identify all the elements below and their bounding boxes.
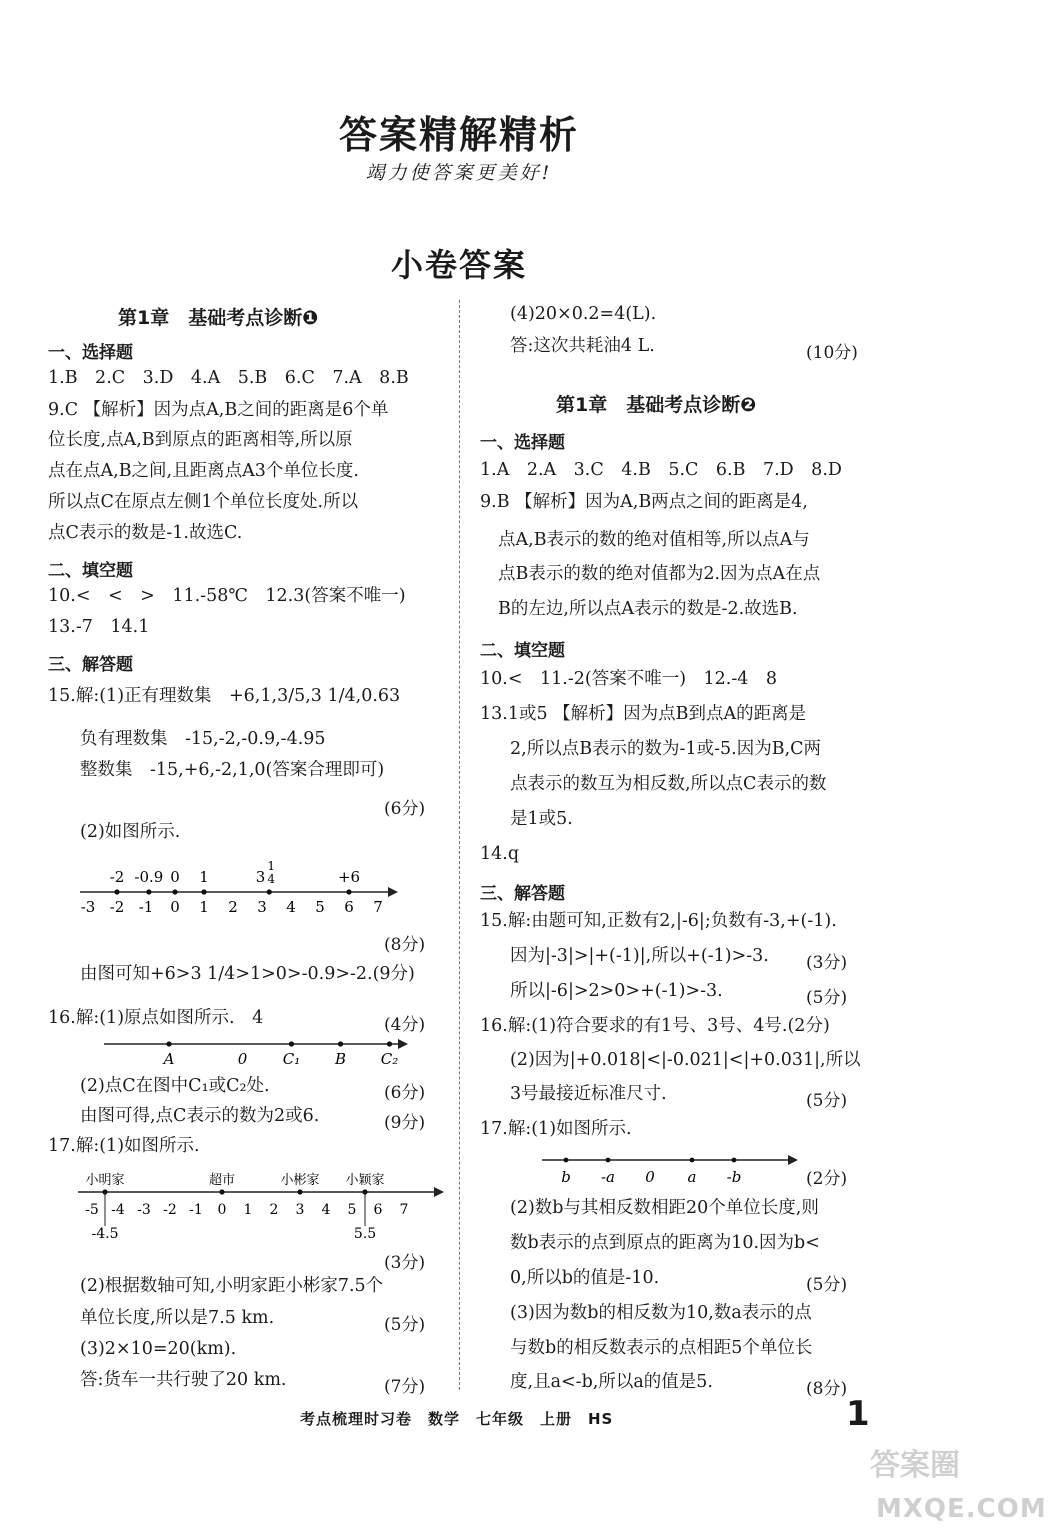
- nl3-place-label: 小颖家: [345, 1173, 385, 1188]
- score: (4分): [384, 1015, 426, 1035]
- nl1-tick-label: 1: [199, 898, 209, 916]
- right-line: 是1或5.: [510, 809, 573, 829]
- page-subtitle: 竭力使答案更美好!: [365, 162, 553, 184]
- footer-book-info: 考点梳理时习卷 数学 七年级 上册 HS: [300, 1410, 614, 1428]
- nl3-tick-label: 3: [295, 1202, 305, 1218]
- score: (8分): [806, 1379, 848, 1399]
- nl3-tick-label: 7: [399, 1202, 409, 1218]
- nl1-point-label: 3: [255, 868, 266, 886]
- score: (6分): [384, 799, 426, 819]
- left-sub-solve: 三、解答题: [48, 655, 133, 675]
- nl3-place-label: 小彬家: [280, 1173, 320, 1188]
- nl1-point-label: +6: [337, 868, 361, 886]
- left-line: 负有理数集 -15,-2,-0.9,-4.95: [80, 729, 326, 749]
- nl2-point: [289, 1041, 294, 1046]
- nl3-point: [297, 1189, 302, 1194]
- nl1-point: [114, 889, 119, 894]
- nl1-tick-label: 4: [286, 898, 296, 916]
- nl1-point-label: 1: [267, 859, 276, 873]
- left-line: 单位长度,所以是7.5 km.: [80, 1308, 275, 1328]
- nl3-tick-label: 1: [243, 1202, 253, 1218]
- right-line: 点表示的数互为相反数,所以点C表示的数: [510, 774, 827, 794]
- nl3-place-label: 超市: [208, 1173, 236, 1188]
- right-line: 16.解:(1)符合要求的有1号、3号、4号.(2分): [480, 1016, 830, 1036]
- left-line: 17.解:(1)如图所示.: [48, 1136, 200, 1156]
- nl2-label: A: [163, 1050, 175, 1068]
- left-line: 位长度,点A,B到原点的距离相等,所以原: [48, 430, 353, 450]
- nl4-label: b: [561, 1168, 571, 1186]
- number-line-2: [100, 1036, 420, 1072]
- right-line: 点A,B表示的数的绝对值相等,所以点A与: [498, 530, 810, 550]
- right-line: 14.q: [480, 844, 520, 864]
- nl2-label: B: [334, 1050, 347, 1068]
- score: (7分): [384, 1377, 426, 1397]
- right-line: B的左边,所以点A表示的数是-2.故选B.: [498, 599, 798, 619]
- nl3-tick-label: -1: [189, 1202, 203, 1218]
- nl3-tick-label: 6: [373, 1202, 383, 1218]
- nl4-point: [690, 1158, 695, 1163]
- right-line: 2,所以点B表示的数为-1或-5.因为B,C两: [510, 739, 822, 759]
- nl3-tick-label: 2: [269, 1202, 279, 1218]
- nl2-point: [338, 1041, 343, 1046]
- nl3-place-label: 小明家: [85, 1173, 125, 1188]
- score: (6分): [384, 1083, 426, 1103]
- left-line: 10.< < > 11.-58℃ 12.3(答案不唯一): [48, 586, 406, 606]
- left-line: 点在点A,B之间,且距离点A3个单位长度.: [48, 461, 359, 481]
- nl1-point: [172, 889, 177, 894]
- left-line: 15.解:(1)正有理数集 +6,1,3/5,3 1/4,0.63: [48, 686, 401, 706]
- score: (9分): [384, 1113, 426, 1133]
- left-line: 13.-7 14.1: [48, 617, 150, 637]
- right-sub-fill: 二、填空题: [480, 641, 565, 661]
- right-sub-solve: 三、解答题: [480, 884, 565, 904]
- nl2-point: [166, 1041, 171, 1046]
- score: (3分): [384, 1253, 426, 1273]
- nl3-tick-label: -5: [85, 1202, 99, 1218]
- left-line: 由图可知+6>3 1/4>1>0>-0.9>-2.(9分): [80, 964, 415, 984]
- score: (5分): [806, 988, 848, 1008]
- watermark-url: MXQE.COM: [876, 1494, 1047, 1524]
- number-line-1: [70, 858, 400, 918]
- left-line: 所以点C在原点左侧1个单位长度处.所以: [48, 492, 359, 512]
- nl1-point-label: 4: [267, 872, 276, 886]
- right-line: (2)因为|+0.018|<|-0.021|<|+0.031|,所以: [510, 1050, 861, 1070]
- nl4-point: [732, 1158, 737, 1163]
- nl3-tick-label: 0: [217, 1202, 227, 1218]
- nl3-tick-label: -3: [137, 1202, 151, 1218]
- section-title: 小卷答案: [390, 246, 527, 284]
- score: (5分): [806, 1275, 848, 1295]
- nl1-point: [346, 889, 351, 894]
- nl3-tick-label: 5: [347, 1202, 357, 1218]
- left-heading: 第1章 基础考点诊断❶: [118, 307, 319, 329]
- right-line: 0,所以b的值是-10.: [510, 1268, 660, 1288]
- right-line: 数b表示的点到原点的距离为10.因为b<: [510, 1233, 820, 1253]
- number-line-3: [72, 1166, 452, 1240]
- left-line: 答:货车一共行驶了20 km.: [80, 1370, 287, 1390]
- left-line: (3)2×10=20(km).: [80, 1339, 237, 1359]
- nl1-point: [146, 889, 151, 894]
- nl3-extra-label: 5.5: [353, 1226, 377, 1240]
- score: (2分): [806, 1169, 848, 1189]
- left-line: (2)点C在图中C₁或C₂处.: [80, 1076, 270, 1096]
- left-sub-fill: 二、填空题: [48, 561, 133, 581]
- nl1-point: [267, 889, 272, 894]
- nl1-tick-label: -3: [80, 898, 96, 916]
- nl1-point: [201, 889, 206, 894]
- right-line: 10.< 11.-2(答案不唯一) 12.-4 8: [480, 669, 778, 689]
- column-divider: [459, 300, 460, 1390]
- right-line: 与数b的相反数表示的点相距5个单位长: [510, 1338, 813, 1358]
- watermark-logo: 答案圈: [870, 1448, 960, 1483]
- nl1-point-label: 1: [199, 868, 209, 886]
- right-heading: 第1章 基础考点诊断❷: [556, 394, 757, 416]
- nl2-label: C₁: [282, 1050, 301, 1068]
- score: (10分): [806, 343, 858, 363]
- left-line: 由图可得,点C表示的数为2或6.: [80, 1106, 320, 1126]
- nl3-tick-label: -2: [163, 1202, 177, 1218]
- right-line: 点B表示的数的绝对值都为2.因为点A在点: [498, 564, 821, 584]
- left-line: 1.B 2.C 3.D 4.A 5.B 6.C 7.A 8.B: [48, 368, 409, 388]
- left-sub-choice: 一、选择题: [48, 343, 133, 363]
- right-line: (2)数b与其相反数相距20个单位长度,则: [510, 1198, 819, 1218]
- right-line: 3号最接近标准尺寸.: [510, 1084, 667, 1104]
- nl3-point: [219, 1189, 224, 1194]
- nl1-tick-label: 7: [373, 898, 383, 916]
- nl1-tick-label: 2: [228, 898, 238, 916]
- page-number: 1: [846, 1394, 870, 1434]
- right-line: (4)20×0.2=4(L).: [510, 304, 657, 324]
- nl1-tick-label: 6: [344, 898, 354, 916]
- nl2-point: [387, 1041, 392, 1046]
- nl3-tick-label: -4: [111, 1202, 125, 1218]
- left-line: (2)根据数轴可知,小明家距小彬家7.5个: [80, 1276, 384, 1296]
- nl3-extra-label: -4.5: [91, 1226, 119, 1240]
- nl4-label: a: [687, 1168, 697, 1186]
- nl3-tick-label: 4: [321, 1202, 331, 1218]
- page-title: 答案精解精析: [338, 113, 579, 157]
- nl1-point-label: -2: [109, 868, 125, 886]
- nl1-tick-label: -2: [109, 898, 125, 916]
- right-line: 13.1或5 【解析】因为点B到点A的距离是: [480, 704, 807, 724]
- right-line: 1.A 2.A 3.C 4.B 5.C 6.B 7.D 8.D: [480, 460, 842, 480]
- nl4-label: -b: [726, 1168, 742, 1186]
- score: (5分): [806, 1091, 848, 1111]
- nl1-point-label: -0.9: [134, 868, 164, 886]
- nl4-point: [606, 1158, 611, 1163]
- nl1-point-label: 0: [170, 868, 180, 886]
- right-line: 答:这次共耗油4 L.: [510, 336, 655, 356]
- left-line: 点C表示的数是-1.故选C.: [48, 523, 243, 543]
- nl1-tick-label: -1: [138, 898, 154, 916]
- score: (3分): [806, 953, 848, 973]
- score: (8分): [384, 935, 426, 955]
- nl1-tick-label: 5: [315, 898, 325, 916]
- right-line: 9.B 【解析】因为A,B两点之间的距离是4,: [480, 492, 808, 512]
- nl4-point: [564, 1158, 569, 1163]
- right-line: 因为|-3|>|+(-1)|,所以+(-1)>-3.: [510, 946, 769, 966]
- nl4-label: 0: [645, 1168, 655, 1186]
- right-line: 15.解:由题可知,正数有2,|-6|;负数有-3,+(-1).: [480, 911, 837, 931]
- nl4-label: -a: [600, 1168, 616, 1186]
- nl1-tick-label: 3: [257, 898, 267, 916]
- right-line: 所以|-6|>2>0>+(-1)>-3.: [510, 981, 723, 1001]
- nl2-label: C₂: [380, 1050, 399, 1068]
- left-line: 整数集 -15,+6,-2,1,0(答案合理即可): [80, 760, 385, 780]
- number-line-4: [536, 1150, 806, 1190]
- right-line: (3)因为数b的相反数为10,数a表示的点: [510, 1303, 812, 1323]
- right-line: 度,且a<-b,所以a的值是5.: [510, 1372, 713, 1392]
- left-line: (2)如图所示.: [80, 822, 181, 842]
- score: (5分): [384, 1315, 426, 1335]
- nl2-label: 0: [237, 1050, 248, 1068]
- right-sub-choice: 一、选择题: [480, 433, 565, 453]
- nl1-tick-label: 0: [170, 898, 180, 916]
- left-line: 16.解:(1)原点如图所示. 4: [48, 1008, 264, 1028]
- left-line: 9.C 【解析】因为点A,B之间的距离是6个单: [48, 400, 389, 420]
- right-line: 17.解:(1)如图所示.: [480, 1119, 632, 1139]
